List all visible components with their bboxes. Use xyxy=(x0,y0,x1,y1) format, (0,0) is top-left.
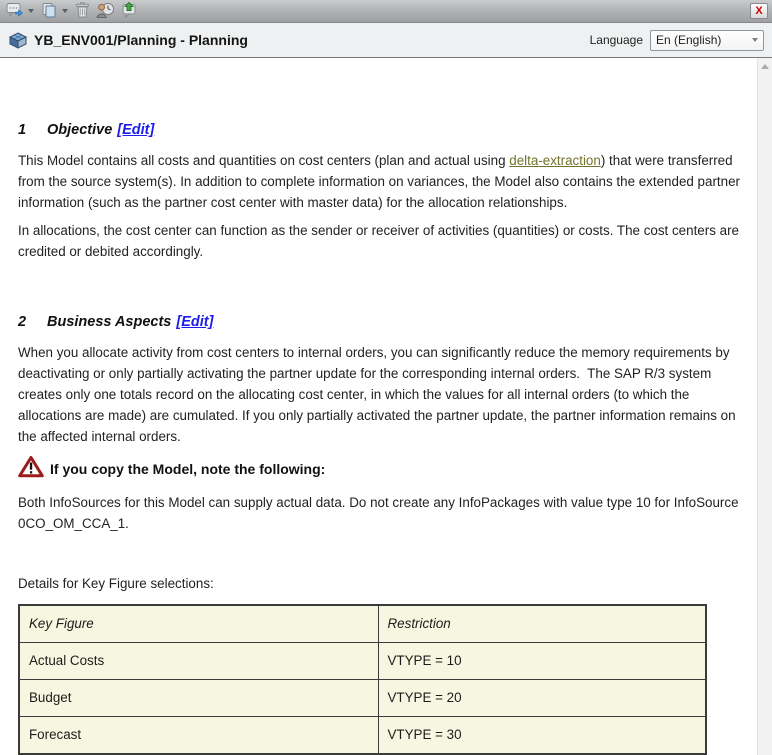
table-cell: Budget xyxy=(19,680,378,717)
section-number: 2 xyxy=(18,314,27,330)
trash-icon xyxy=(75,2,90,21)
table-cell: VTYPE = 20 xyxy=(378,680,706,717)
copy-button[interactable] xyxy=(39,1,59,22)
edit-link[interactable]: [Edit] xyxy=(176,314,214,330)
section-number: 1 xyxy=(18,122,27,138)
section-title: Objective xyxy=(47,122,113,138)
edit-link[interactable]: [Edit] xyxy=(117,122,155,138)
paragraph: This Model contains all costs and quantities on cost centers (plan and actual using delta-extraction) that were transferred from the source system(s). In addition to complete information on variances, the Model also contains the extended partner information (such as the partner cost center with master data) for the allocation relationships. xyxy=(18,153,740,210)
table-intro: Details for Key Figure selections: xyxy=(18,576,214,591)
table-row xyxy=(19,643,706,680)
publish-icon xyxy=(121,1,137,21)
paragraph: When you allocate activity from cost centers to internal orders, you can significantly reduce the memory requirements by deactivating or only partially activating the partner update for the corresponding internal orders. The SAP R/3 system creates only one totals record on the allocating cost center, in which the values for all internal orders (to which the allocations are made) are cumulated. If you only partially activated the partner update, the partner information remains on the affected internal orders. xyxy=(18,345,740,444)
warning-icon xyxy=(18,455,44,484)
infocube-icon xyxy=(9,32,27,49)
table-cell: VTYPE = 10 xyxy=(378,643,706,680)
delta-extraction-link[interactable]: delta-extraction xyxy=(509,153,601,168)
copy-icon xyxy=(41,2,57,21)
user-history-icon xyxy=(96,2,115,21)
section-2-heading xyxy=(18,312,745,333)
toolbar xyxy=(0,0,772,23)
paragraph: In allocations, the cost center can function as the sender or receiver of activities (quantities) or costs. The cost centers are credited or debited accordingly. xyxy=(18,223,739,259)
table-header-cell: Key Figure xyxy=(19,605,378,643)
page-title: YB_ENV001/Planning - Planning xyxy=(34,32,248,48)
chevron-down-icon xyxy=(752,38,758,42)
publish-button[interactable] xyxy=(119,0,139,22)
table-row xyxy=(19,680,706,717)
scrollbar[interactable] xyxy=(757,58,772,755)
copy-dropdown-caret[interactable] xyxy=(62,9,68,13)
key-figure-table xyxy=(18,604,707,755)
table-cell: Forecast xyxy=(19,717,378,755)
table-header-cell: Restriction xyxy=(378,605,706,643)
comment-button[interactable] xyxy=(4,1,25,22)
table-cell: Actual Costs xyxy=(19,643,378,680)
content xyxy=(0,58,757,755)
language-dropdown[interactable] xyxy=(650,30,764,51)
titlebar xyxy=(0,23,772,58)
warning-title: If you copy the Model, note the following: xyxy=(50,461,326,477)
user-history-button[interactable] xyxy=(94,1,117,22)
comment-icon xyxy=(6,2,23,21)
section-1-heading xyxy=(18,120,745,141)
section-title: Business Aspects xyxy=(47,314,172,330)
delete-button[interactable] xyxy=(73,1,92,22)
close-icon: X xyxy=(755,4,763,17)
warning-row xyxy=(18,455,745,484)
table-row xyxy=(19,717,706,755)
scroll-up-icon[interactable] xyxy=(761,64,769,69)
table-cell: VTYPE = 30 xyxy=(378,717,706,755)
language-value: En (English) xyxy=(656,33,722,47)
paragraph: Both InfoSources for this Model can supply actual data. Do not create any InfoPackages with value type 10 for InfoSource 0CO_OM_CCA_1. xyxy=(18,495,739,531)
language-label: Language xyxy=(589,33,643,47)
table-header-row xyxy=(19,605,706,643)
close-button[interactable] xyxy=(750,3,768,19)
comment-dropdown-caret[interactable] xyxy=(28,9,34,13)
